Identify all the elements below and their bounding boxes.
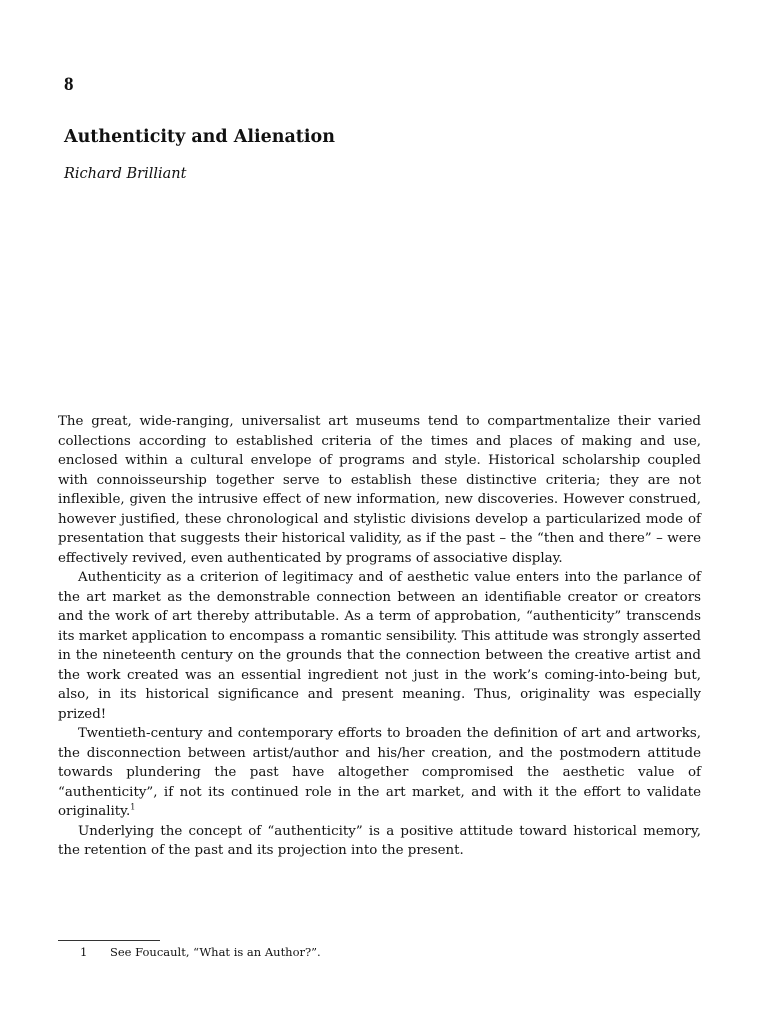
- paragraph-2: [58, 568, 701, 724]
- paragraph-4-text: Underlying the concept of “authenticity” is a positive attitude toward historical memory, the retention of the past and its projection into the present.: [58, 823, 701, 858]
- paragraph-1: [58, 412, 701, 568]
- paragraph-2-text: Authenticity as a criterion of legitimacy and of aesthetic value enters into the parlance of the art market as the demonstrable connection between an identifiable creator or creators and the work of art thereby attributable. As a term of approbation, “authenticity” transcends its market application to encompass a romantic sensibility. This attitude was strongly asserted in the nineteenth century on the grounds that the connection between the creative artist and the work created was an essential ingredient not just in the work’s coming-into-being but, also, in its historical significance and present meaning. Thus, originality was especially prized!: [58, 570, 701, 722]
- paragraph-1-text: The great, wide-ranging, universalist art museums tend to compartmentalize their varied collections according to established criteria of the times and places of making and use, enclosed within a cultural envelope of programs and style. Historical scholarship coupled with connoisseurship together serve to establish these distinctive criteria; they are not inflexible, given the intrusive effect of new information, new discoveries. However construed, however justified, these chronological and stylistic divisions develop a particularized mode of presentation that suggests their historical validity, as if the past – the “then and there” – were effectively revived, even authenticated by programs of associative display.: [58, 414, 701, 566]
- chapter-title: Authenticity and Alienation: [64, 127, 335, 147]
- footnote-number: 1: [80, 945, 88, 959]
- footnote-divider: [58, 940, 160, 941]
- paragraph-3: [58, 724, 701, 822]
- paragraph-4: [58, 822, 701, 861]
- paragraph-3-text: Twentieth-century and contemporary efforts to broaden the definition of art and artworks, the disconnection between artist/author and his/her creation, and the postmodern attitude towards plundering the past have altogether compromised the aesthetic value of “authenticity”, if not its continued role in the art market, and with it the effort to validate originality.: [58, 726, 701, 819]
- chapter-author: Richard Brilliant: [64, 166, 187, 182]
- footnote-reference[interactable]: 1: [130, 802, 136, 812]
- chapter-body: [58, 412, 701, 861]
- footnote: [80, 945, 321, 959]
- footnote-text: See Foucault, “What is an Author?”.: [110, 945, 321, 959]
- chapter-number: 8: [64, 74, 74, 95]
